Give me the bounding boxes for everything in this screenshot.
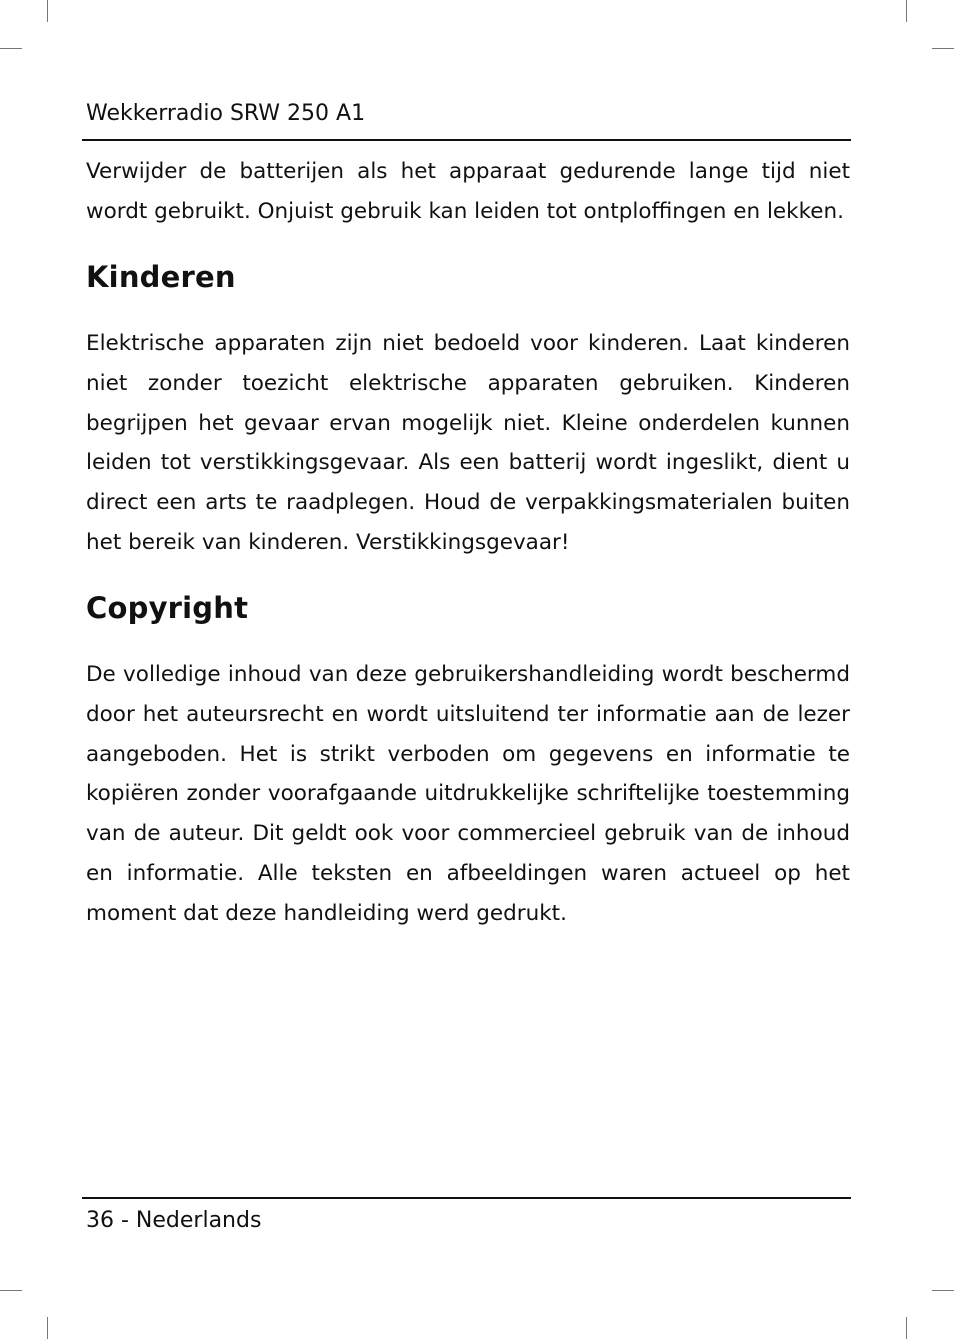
crop-mark (906, 0, 907, 22)
crop-mark (0, 48, 22, 49)
section-body-copyright (86, 655, 850, 934)
page-footer-label: 36 - Nederlands (86, 1208, 262, 1233)
footer-rule (82, 1197, 851, 1199)
crop-mark (47, 0, 48, 22)
crop-mark (47, 1317, 48, 1339)
copyright-paragraph: De volledige inhoud van deze gebruikershandleiding wordt beschermd door het auteursrecht en wordt uitsluitend ter informatie aan de lezer aangeboden. Het is strikt verboden om gegevens en informatie te kopiëren zonder voorafgaande uitdrukkelijke schriftelijke toestemming van de auteur. Dit geldt ook voor commercieel gebruik van de inhoud en informatie. Alle teksten en afbeeldingen waren actueel op het moment dat deze handleiding werd gedrukt. (86, 662, 850, 926)
section-body-kinderen (86, 324, 850, 563)
crop-mark (906, 1317, 907, 1339)
header-rule (82, 139, 851, 141)
kinderen-paragraph: Elektrische apparaten zijn niet bedoeld voor kinderen. Laat kinderen niet zonder toezicht elektrische apparaten gebruiken. Kinderen begrijpen het gevaar ervan mogelijk niet. Kleine onderdelen kunnen leiden tot verstikkingsgevaar. Als een batterij wordt ingeslikt, dient u direct een arts te raadplegen. Houd de verpakkingsmaterialen buiten het bereik van kinderen. Verstikkingsgevaar! (86, 331, 850, 555)
running-header-title: Wekkerradio SRW 250 A1 (86, 101, 366, 126)
section-heading-kinderen: Kinderen (86, 260, 236, 294)
intro-block (86, 152, 850, 232)
intro-paragraph: Verwijder de batterijen als het apparaat gedurende lange tijd niet wordt gebruikt. Onjuist gebruik kan leiden tot ontploffingen en lekken. (86, 159, 850, 224)
crop-mark (0, 1290, 22, 1291)
section-heading-copyright: Copyright (86, 591, 249, 625)
crop-mark (932, 48, 954, 49)
crop-mark (932, 1290, 954, 1291)
